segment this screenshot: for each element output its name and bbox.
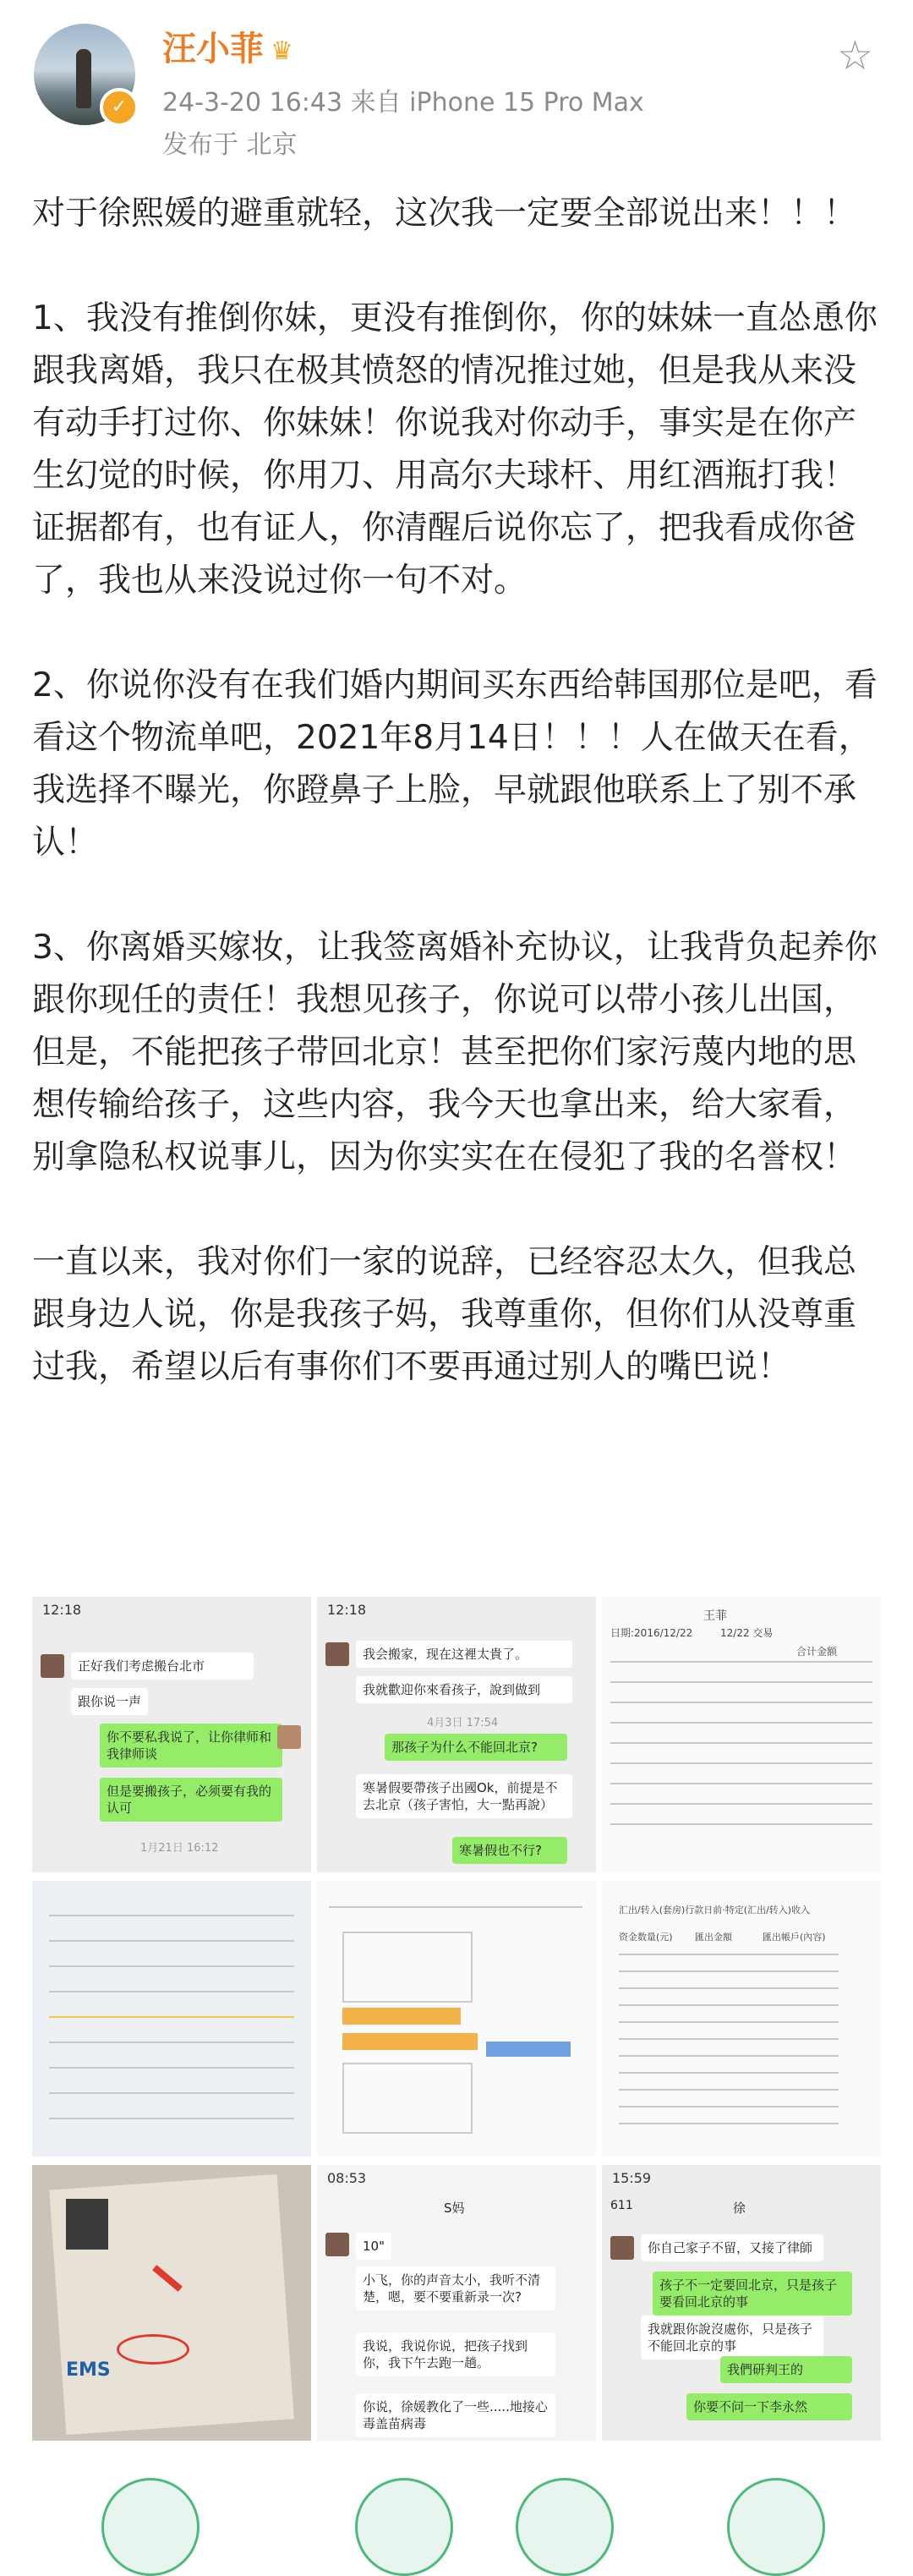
crown-icon: ♛: [271, 36, 293, 66]
verified-badge-icon: ✓: [100, 88, 139, 127]
post-paragraph: 2、你说你没有在我们婚内期间买东西给韩国那位是吧，看看这个物流单吧，2021年8月14日！！！人在做天在看，我选择不曝光，你蹬鼻子上脸，早就跟他联系上了别不承认！: [32, 666, 877, 862]
chat-message: 我就歡迎你來看孩子，說到做到: [356, 1676, 572, 1703]
status-bar-time: 12:18: [42, 1602, 82, 1618]
doc-line: [610, 1762, 872, 1764]
doc-highlight: [342, 2033, 478, 2050]
doc-line: [610, 1742, 872, 1744]
doc-line: [619, 2038, 839, 2040]
doc-line: [619, 2123, 839, 2124]
chat-message: 我們研判王的: [720, 2356, 852, 2383]
ems-logo: EMS: [66, 2360, 111, 2381]
share-button[interactable]: [727, 2478, 825, 2576]
doc-chat-box: [342, 2063, 473, 2134]
image-grid: [32, 1597, 881, 2434]
image-tile-chat-1[interactable]: [32, 1597, 311, 1872]
image-tile-ems-waybill[interactable]: [32, 2165, 311, 2441]
red-circle-mark: [117, 2334, 189, 2365]
repost-button[interactable]: [101, 2478, 200, 2576]
doc-col: 资金数量(元): [619, 1932, 673, 1943]
doc-line: [49, 2118, 294, 2119]
doc-line: [610, 1681, 872, 1683]
chat-message: 你不要私我说了，让你律师和我律师谈: [100, 1724, 282, 1768]
doc-line: [49, 1940, 294, 1942]
doc-line: [49, 2092, 294, 2094]
doc-heading: 汇出/转入(套房)行款日前·特定(汇出/转入)收入: [619, 1905, 811, 1916]
doc-col: 匯出金額: [695, 1932, 732, 1943]
chat-message: 那孩子为什么不能回北京?: [385, 1734, 567, 1761]
doc-line: [619, 2021, 839, 2023]
chat-title: S妈: [444, 2201, 465, 2216]
doc-line: [610, 1783, 872, 1784]
doc-line: [619, 2089, 839, 2091]
chat-message: 你自己家子不留，又接了律師: [641, 2234, 823, 2261]
post-paragraph: 一直以来，我对你们一家的说辞，已经容忍太久，但我总跟身边人说，你是我孩子妈，我尊重你，但你们从没尊重过我，希望以后有事你们不要再通过别人的嘴巴说！: [32, 1243, 857, 1386]
doc-line: [610, 1722, 872, 1724]
image-tile-document-4[interactable]: [602, 1881, 881, 2157]
star-icon[interactable]: ☆: [837, 32, 874, 79]
doc-line: [619, 2004, 839, 2006]
doc-line: [619, 2072, 839, 2074]
post-location: 发布于 北京: [162, 130, 298, 160]
doc-line: [619, 1954, 839, 1955]
image-tile-chat-2[interactable]: [317, 1597, 596, 1872]
chat-message: 跟你说一声: [71, 1688, 148, 1715]
chat-date: 1月21日 16:12: [140, 1842, 219, 1855]
contact-avatar: [325, 1642, 349, 1666]
image-tile-document-2[interactable]: [32, 1881, 311, 2157]
image-tile-chat-3[interactable]: [317, 2165, 596, 2441]
voice-message: 10": [356, 2233, 391, 2260]
doc-line-highlight: [49, 2016, 294, 2018]
post-header: [0, 0, 913, 186]
self-avatar: [277, 1725, 301, 1749]
doc-line: [619, 2106, 839, 2107]
image-tile-document-3[interactable]: [317, 1881, 596, 2157]
chat-message: 你要不问一下李永然: [686, 2393, 852, 2420]
like-button[interactable]: [516, 2478, 614, 2576]
contact-avatar: [41, 1654, 64, 1678]
doc-date: 日期:2016/12/22: [610, 1627, 693, 1639]
chat-message: 但是要搬孩子，必须要有我的认可: [100, 1778, 282, 1822]
chat-message: 你说，徐媛教化了一些.....地接心毒盖苗病毒: [356, 2393, 555, 2437]
doc-line: [610, 1803, 872, 1805]
doc-title: 王菲: [703, 1609, 727, 1623]
post-paragraph: 3、你离婚买嫁妆，让我签离婚补充协议，让我背负起养你跟你现任的责任！我想见孩子，你说可以带小孩儿出国，但是，不能把孩子带回北京！甚至把你们家污蔑内地的思想传输给孩子，这些内容，我今天也拿出来，给大家看，别拿隐私权说事儿，因为你实实在在侵犯了我的名誉权！: [32, 929, 877, 1176]
chat-date: 4月3日 17:54: [427, 1717, 499, 1729]
username[interactable]: [162, 22, 293, 70]
doc-col: 匯出帳戶(內容): [763, 1932, 826, 1943]
chat-message: 孩子不一定要回北京，只是孩子要看回北京的事: [653, 2272, 852, 2316]
back-count[interactable]: 611: [610, 2199, 633, 2212]
image-tile-document-1[interactable]: [602, 1597, 881, 1872]
post-paragraph: 对于徐熙媛的避重就轻，这次我一定要全部说出来！！！: [32, 195, 857, 233]
chat-title: 徐: [733, 2201, 746, 2216]
doc-line: [619, 1970, 839, 1972]
chat-message: 我说，我说你说，把孩子找到你，我下午去跑一趟。: [356, 2332, 555, 2376]
doc-line: [610, 1823, 872, 1825]
chat-message: 我会搬家，现在这裡太貴了。: [356, 1641, 572, 1668]
doc-line: [610, 1661, 872, 1663]
doc-line: [610, 1702, 872, 1703]
doc-line: [49, 2067, 294, 2069]
post-meta: 24-3-20 16:43 来自 iPhone 15 Pro Max: [162, 88, 644, 118]
status-bar-time: 08:53: [327, 2170, 367, 2186]
action-bar: [0, 2453, 913, 2536]
doc-line: [49, 1915, 294, 1916]
post-paragraph: 1、我没有推倒你妹，更没有推倒你，你的妹妹一直怂恿你跟我离婚，我只在极其愤怒的情况推过她，但是我从来没有动手打过你、你妹妹！你说我对你动手，事实是在你产生幻觉的时候，你用刀、用高尔夫球杆、用红酒瓶打我！证据都有，也有证人，你清醒后说你忘了，把我看成你爸了，我也从来没说过你一句不对。: [32, 299, 877, 600]
image-tile-chat-4[interactable]: [602, 2165, 881, 2441]
doc-highlight: [342, 2008, 461, 2025]
doc-chat-box: [342, 1932, 473, 2003]
comment-button[interactable]: [355, 2478, 453, 2576]
doc-line: [619, 1987, 839, 1989]
doc-line: [49, 2042, 294, 2043]
chat-message: 小飞，你的声音太小，我听不清楚，嗯，要不要重新录一次?: [356, 2266, 555, 2310]
username-text[interactable]: 汪小菲: [162, 30, 264, 69]
waybill-barcode: [66, 2199, 108, 2250]
status-bar-time: 12:18: [327, 1602, 367, 1618]
status-bar-time: 15:59: [612, 2170, 652, 2186]
chat-message: 寒暑假也不行?: [452, 1837, 567, 1864]
chat-message: 寒暑假要帶孩子出國Ok，前提是不去北京（孩子害怕，大一點再說）: [356, 1774, 572, 1818]
doc-line: [619, 2055, 839, 2057]
doc-line: [49, 1991, 294, 1992]
post-content: [32, 188, 881, 1446]
contact-avatar: [325, 2233, 349, 2256]
doc-line: [49, 1965, 294, 1967]
doc-total-label: 合计金额: [796, 1646, 838, 1658]
doc-date-2: 12/22 交易: [720, 1627, 774, 1639]
chat-message: 正好我们考虑搬台北市: [71, 1652, 254, 1680]
chat-message: 我就跟你說沒處你，只是孩子不能回北京的事: [641, 2316, 823, 2360]
contact-avatar: [610, 2236, 634, 2260]
doc-line: [329, 1906, 582, 1908]
doc-highlight: [486, 2042, 571, 2057]
